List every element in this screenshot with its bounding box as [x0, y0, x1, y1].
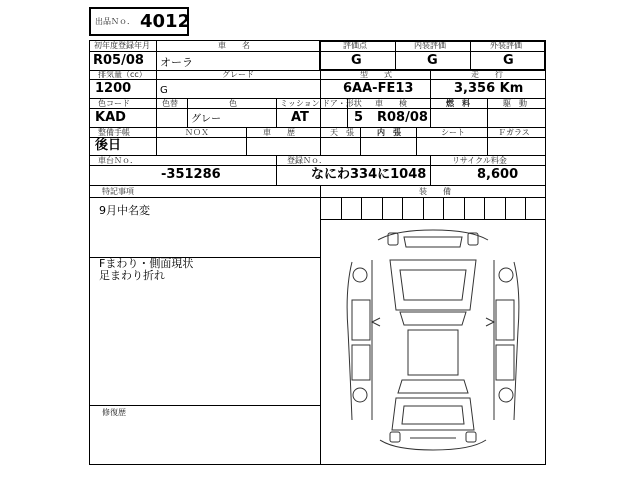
front-glass-label: Ｆガラス — [498, 128, 530, 137]
color-value: グレー — [191, 114, 221, 125]
recycle-fee-label: リサイクル料金 — [452, 156, 507, 165]
transmission-label: ミッション — [280, 99, 320, 108]
model-label: 型 式 — [360, 70, 392, 79]
lot-number-label: 出品Ｎｏ． — [95, 17, 135, 26]
service-book-label: 整備手帳 — [98, 128, 130, 137]
lot-number: 4012 — [140, 11, 191, 32]
color-code-label: 色コード — [98, 99, 130, 108]
inspection-label: 車 検 — [375, 99, 407, 108]
car-name-label: 車 名 — [218, 41, 250, 50]
doors-label: ドア・形状 — [322, 99, 362, 108]
transmission-value: AT — [291, 110, 309, 125]
recycle-fee-value: 8,600 — [477, 167, 519, 182]
exterior-rating-value: G — [503, 53, 514, 68]
registration-value: R05/08 — [93, 53, 144, 68]
roof-lining-label: 天 張 — [330, 128, 354, 137]
inspection-value: R08/08 — [377, 110, 428, 125]
color-label: 色 — [229, 99, 237, 108]
fuel-label: 燃 料 — [446, 99, 470, 108]
grade-value: G — [160, 85, 168, 96]
displacement-label: 排気量（cc） — [98, 70, 147, 79]
displacement-value: 1200 — [95, 81, 132, 96]
interior-rating-value: G — [427, 53, 438, 68]
registration-number-value: なにわ334に1048 — [311, 167, 427, 182]
color-code-value: KAD — [95, 110, 126, 125]
chassis-number-label: 車台Ｎｏ． — [98, 156, 138, 165]
special-notes-label: 特記事項 — [102, 187, 134, 196]
model-value: 6AA-FE13 — [343, 81, 414, 96]
service-book-value: 後日 — [95, 138, 122, 153]
rating-label: 評価点 — [343, 41, 367, 50]
chassis-number-value: -351286 — [161, 167, 221, 182]
interior-rating-label: 内装評価 — [414, 41, 446, 50]
color-change-label: 色替 — [162, 99, 178, 108]
equipment-label: 装 備 — [419, 187, 451, 196]
grade-label: グレード — [222, 70, 254, 79]
doors-value: 5 — [354, 110, 364, 125]
special-note-line-2: Fまわり・側面現状 — [99, 257, 194, 270]
special-note-line-1: 9月中名変 — [99, 204, 150, 217]
interior-trim-label: 内 張 — [377, 128, 401, 137]
car-name-value: オーラ — [160, 56, 193, 69]
drive-label: 駆 動 — [503, 99, 527, 108]
repair-history-label: 修復歴 — [102, 408, 126, 417]
rating-value: G — [351, 53, 362, 68]
special-note-line-3: 足まわり折れ — [99, 269, 165, 282]
registration-label: 初年度登録年月 — [94, 41, 150, 50]
seat-label: シート — [441, 128, 465, 137]
exterior-rating-label: 外装評価 — [490, 41, 522, 50]
mileage-label: 走 行 — [471, 70, 503, 79]
history-label: 車 歴 — [263, 128, 295, 137]
registration-number-label: 登録Ｎｏ． — [287, 156, 327, 165]
mileage-value: 3,356 Km — [454, 81, 524, 96]
nox-label: ＮＯＸ — [185, 128, 209, 137]
